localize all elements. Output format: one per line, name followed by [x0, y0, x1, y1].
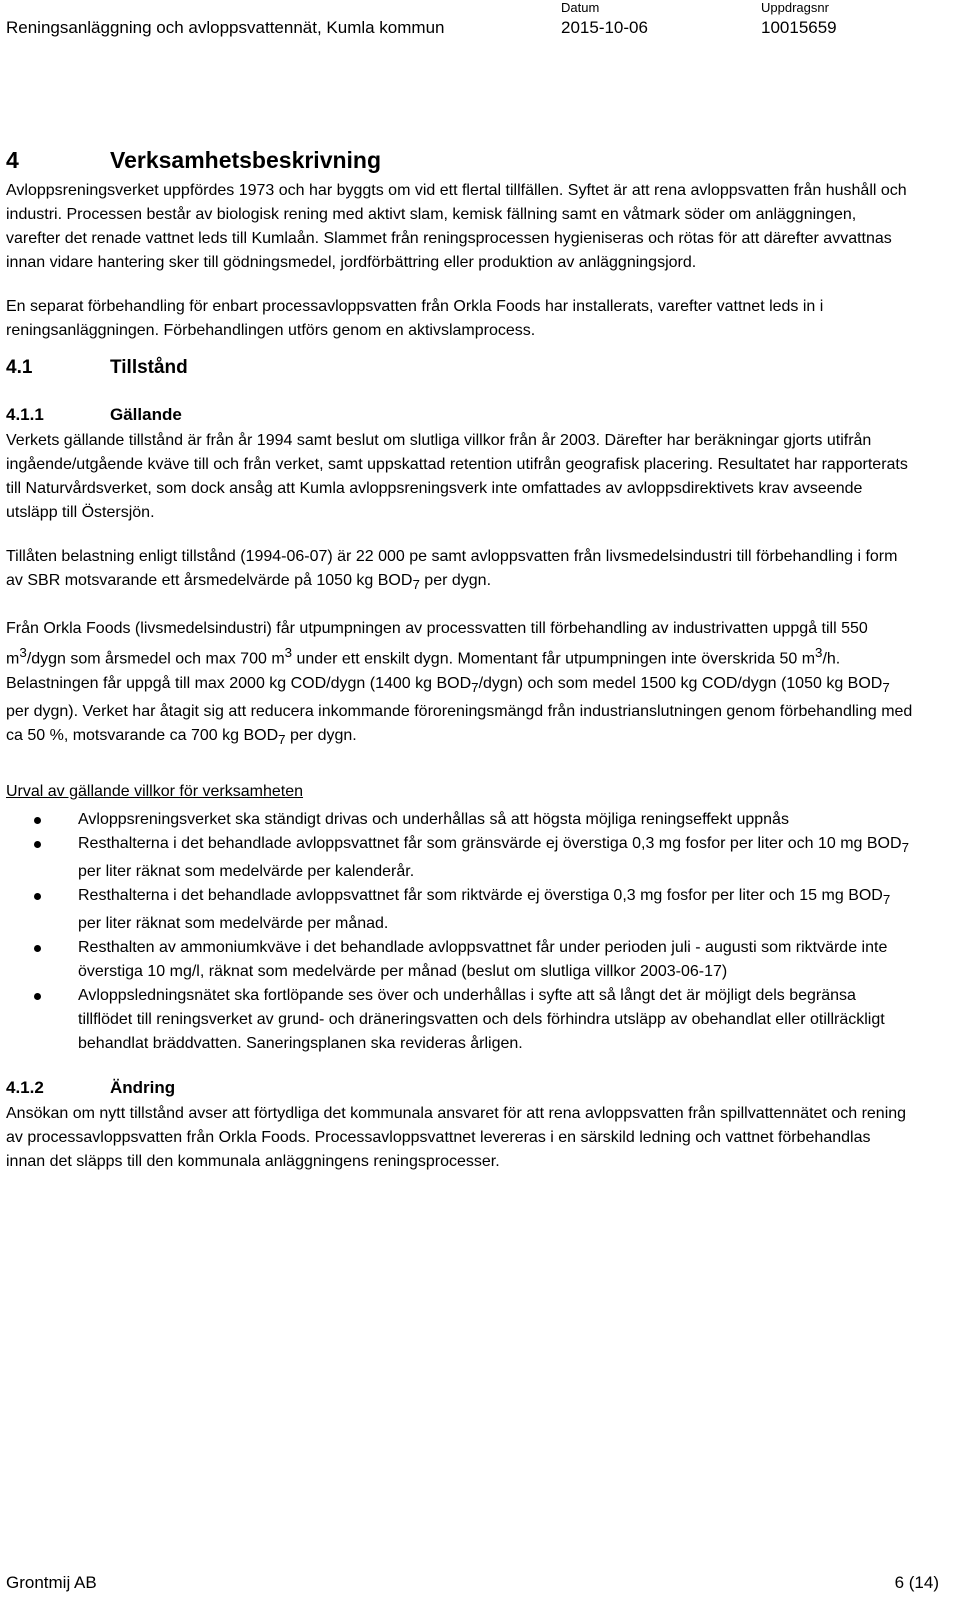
date-label: Datum: [561, 0, 600, 15]
list-item: Avloppsledningsnätet ska fortlöpande ses över och underhållas i syfte att så långt det är möjligt dels begränsa tillflödet till reningsverket av grund- och dräneringsvatten och dels förhindra utsläpp av obehandlat eller otillräckligt behandlat bräddvatten. Saneringsplanen ska revideras årligen.: [6, 984, 914, 1056]
assignment-number-value: 10015659: [761, 18, 837, 37]
conditions-list: [6, 808, 914, 1056]
page-number: 6 (14): [894, 1573, 939, 1592]
bullet-icon: [34, 945, 41, 952]
company-name: Grontmij AB: [6, 1573, 97, 1592]
date-value: 2015-10-06: [561, 18, 648, 37]
paragraph: Från Orkla Foods (livsmedelsindustri) får utpumpningen av processvatten till förbehandling av industrivatten uppgå till 550 $m^3$/dygn som årsmedel och max 700 $m^3$ under ett enskilt dygn. Momentant får utpumpningen inte överskrida 50 $m^3/h$. Belastningen får uppgå till max 2000 kg COD/dygn (1400 kg $BOD_7/dygn$) och som medel 1500 kg COD/dygn (1050 kg $BOD_7$ per dygn). Verket har åtagit sig att reducera inkommande föroreningsmängd från industrianslutningen genom förbehandling med ca 50 %, motsvarande ca 700 kg $BOD_7$ per dygn.: [6, 620, 913, 747]
bullet-icon: [34, 817, 41, 824]
bullet-icon: [34, 893, 41, 900]
section-title: Ändring: [110, 1078, 176, 1098]
section-heading-4-1-1: [6, 403, 914, 427]
section-heading-4-1-2: [6, 1076, 914, 1100]
section-title: Verksamhetsbeskrivning: [110, 147, 382, 173]
paragraph: Ansökan om nytt tillstånd avser att förtydliga det kommunala ansvaret för att rena avloppsvatten från spillvattennätet och rening av processavloppsvatten från Orkla Foods. Processavloppsvattnet levereras i en särskild ledning och vattnet förbehandlas innan det släpps till den kommunala anläggningens reningsprocesser.: [6, 1105, 907, 1171]
list-item: Avloppsreningsverket ska ständigt drivas och underhållas så att högsta möjliga reningseffekt uppnås: [6, 808, 914, 832]
list-item: Resthalten av ammoniumkväve i det behandlade avloppsvattnet får under perioden juli - augusti som riktvärde inte överstiga 10 mg/l, räknat som medelvärde per månad (beslut om slutliga villkor 2003-06-17): [6, 936, 914, 984]
page-footer: [0, 1570, 960, 1600]
assignment-number-label: Uppdragsnr: [761, 0, 829, 15]
section-number: 4.1.1: [6, 405, 44, 424]
bullet-icon: [34, 841, 41, 848]
document-title: Reningsanläggning och avloppsvattennät, Kumla kommun: [6, 18, 445, 37]
paragraph: Avloppsreningsverket uppfördes 1973 och har byggts om vid ett flertal tillfällen. Syftet är att rena avloppsvatten från hushåll och industri. Processen består av biologisk rening med aktivt slam, kemisk fällning samt en våtmark söder om anläggningen, varefter det renade vattnet leds till Kumlaån. Slammet från reningsprocessen hygieniseras och rötas för att därefter avvattnas innan vidare hantering sker till gödningsmedel, jordförbättring eller produktion av anläggningsjord.: [6, 182, 907, 271]
list-item: Resthalterna i det behandlade avloppsvattnet får som gränsvärde ej överstiga 0,3 mg fosfor per liter och 10 mg $BOD_7$ per liter räknat som medelvärde per kalenderår.: [6, 832, 914, 884]
section-number: 4.1.2: [6, 1078, 44, 1098]
page-header: [0, 0, 960, 45]
list-item: Resthalterna i det behandlade avloppsvattnet får som riktvärde ej överstiga 0,3 mg fosfor per liter och 15 mg $BOD_7$ per liter räknat som medelvärde per månad.: [6, 884, 914, 936]
paragraph: Tillåten belastning enligt tillstånd (1994-06-07) är 22 000 pe samt avloppsvatten från livsmedelsindustri till förbehandling i form av SBR motsvarande ett årsmedelvärde på 1050 kg $BOD_7$ per dygn.: [6, 548, 898, 593]
section-heading-4: [6, 145, 914, 175]
section-number: 4: [6, 147, 19, 173]
paragraph: En separat förbehandling för enbart processavloppsvatten från Orkla Foods har installerats, varefter vattnet leds in i reningsanläggningen. Förbehandlingen utförs genom en aktivslamprocess.: [6, 298, 824, 339]
section-heading-4-1: [6, 355, 914, 381]
section-title: Gällande: [110, 405, 182, 424]
section-number: 4.1: [6, 357, 33, 378]
bullet-icon: [34, 993, 41, 1000]
conditions-subheading: Urval av gällande villkor för verksamheten: [6, 782, 304, 800]
document-body: [6, 145, 914, 1194]
paragraph: Verkets gällande tillstånd är från år 1994 samt beslut om slutliga villkor från år 2003. Därefter har beräkningar gjorts utifrån ingående/utgående kväve till och från verket, samt uppskattad retention utifrån geografisk placering. Resultatet har rapporterats till Naturvårdsverket, som dock ansåg att Kumla avloppsreningsverk inte omfattades av avloppsdirektivets krav avseende utsläpp till Östersjön.: [6, 432, 908, 521]
section-title: Tillstånd: [110, 357, 188, 378]
